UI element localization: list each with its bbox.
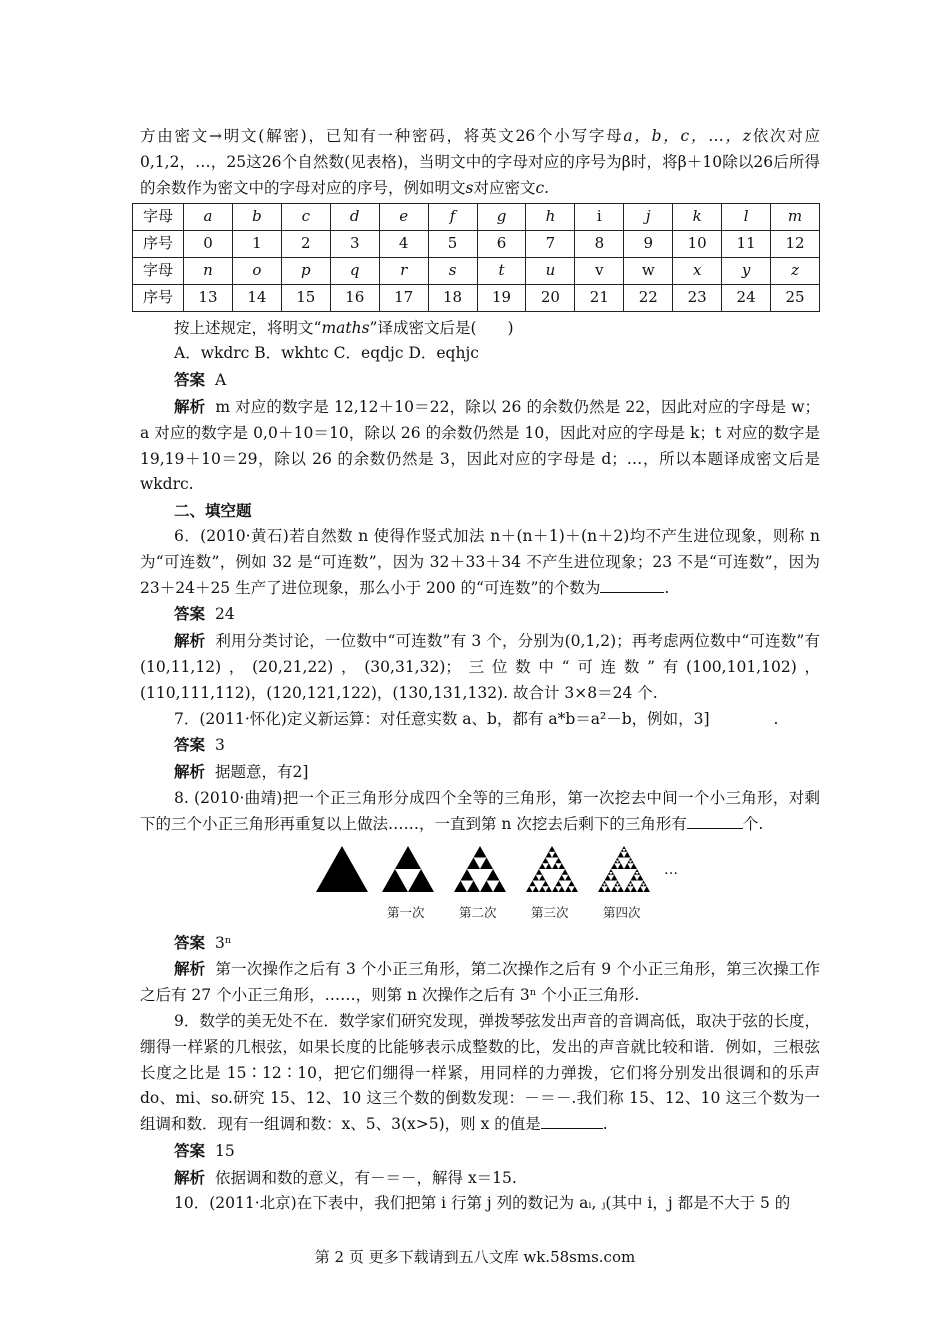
answer-label: 答案 xyxy=(174,370,206,390)
index-cell: 1 xyxy=(232,231,281,258)
index-cell: 19 xyxy=(477,284,526,311)
table-row-letters-1 xyxy=(133,204,820,231)
triangle-step-2 xyxy=(452,844,508,894)
q5-answer xyxy=(140,367,820,394)
caption-step-4: 第四次 xyxy=(603,904,641,920)
answer-label: 答案 xyxy=(174,1140,206,1160)
page-content xyxy=(140,124,820,1217)
q7-answer xyxy=(140,732,820,759)
letter-cell: i xyxy=(575,204,624,231)
letter-cell: b xyxy=(232,204,281,231)
analysis-label: 解析 xyxy=(174,959,206,979)
intro-text-3: 对应密文 xyxy=(473,178,536,197)
answer-value: 3 xyxy=(215,736,225,755)
analysis-text: 据题意，有2] xyxy=(215,763,309,782)
letter-cell: p xyxy=(281,257,330,284)
answer-blank xyxy=(687,814,743,829)
table-row-indexes-2 xyxy=(133,284,820,311)
letter-cell: v xyxy=(575,257,624,284)
letter-cell: y xyxy=(722,257,771,284)
index-cell: 15 xyxy=(281,284,330,311)
index-cell: 10 xyxy=(673,231,722,258)
triangle-step-4 xyxy=(596,844,652,894)
table-row-indexes-1 xyxy=(133,231,820,258)
index-cell: 9 xyxy=(624,231,673,258)
index-cell: 2 xyxy=(281,231,330,258)
analysis-label: 解析 xyxy=(174,1167,206,1187)
q5-options: A．wkdrc B．wkhtc C．eqdjc D．eqhjc xyxy=(174,344,479,363)
intro-text-1: 方由密文→明文(解密)，已知有一种密码，将英文26个小写字母 xyxy=(140,127,624,145)
letter-cell: j xyxy=(624,204,673,231)
letter-cell: l xyxy=(722,204,771,231)
row-label: 字母 xyxy=(133,257,184,284)
sierpinski-figure xyxy=(140,842,820,928)
answer-label: 答案 xyxy=(174,604,206,624)
analysis-label: 解析 xyxy=(174,396,206,416)
letter-cell: x xyxy=(673,257,722,284)
answer-label: 答案 xyxy=(174,735,206,755)
intro-paragraph xyxy=(140,124,820,201)
letter-cell: d xyxy=(330,204,379,231)
index-cell: 12 xyxy=(771,231,820,258)
triangle-step-0 xyxy=(314,844,370,894)
q8-analysis xyxy=(140,956,820,1009)
triangle-step-1 xyxy=(380,844,436,894)
q7-stem: 7．(2011·怀化)定义新运算：对任意实数 a、b，都有 a*b＝a²－b，例如，3] . xyxy=(174,709,779,728)
index-cell: 17 xyxy=(379,284,428,311)
answer-blank xyxy=(600,578,664,593)
q6-stem: 6．(2010·黄石)若自然数 n 使得作竖式加法 n＋(n＋1)＋(n＋2)均不产生进位现象，则称 n 为“可连数”，例如 32 是“可连数”，因为 32＋33＋34 不产生进位现象；23 不是“可连数”，因为 23＋24＋25 生产了进位现象，那么小于 200 的“可连数”的个数为 . xyxy=(140,526,820,597)
index-cell: 4 xyxy=(379,231,428,258)
q9-answer xyxy=(140,1138,820,1165)
letter-cell: g xyxy=(477,204,526,231)
triangle-step-3 xyxy=(524,844,580,894)
index-cell: 24 xyxy=(722,284,771,311)
letter-cell: h xyxy=(526,204,575,231)
analysis-label: 解析 xyxy=(174,762,206,782)
caption-step-3: 第三次 xyxy=(531,904,569,920)
index-cell: 13 xyxy=(184,284,233,311)
letter-cell: m xyxy=(771,204,820,231)
letter-cell: f xyxy=(428,204,477,231)
page-footer: 第 2 页 更多下载请到五八文库 wk.58sms.com xyxy=(314,1248,636,1266)
q8-stem: 8. (2010·曲靖)把一个正三角形分成四个全等的三角形，第一次挖去中间一个小三角形，对剩下的三个小正三角形再重复以上做法……，一直到第 n 次挖去后剩下的三角形有 个. xyxy=(140,788,820,833)
letter-cell: c xyxy=(281,204,330,231)
index-cell: 3 xyxy=(330,231,379,258)
index-cell: 11 xyxy=(722,231,771,258)
q5-analysis xyxy=(140,394,820,498)
row-label: 序号 xyxy=(133,231,184,258)
answer-value: A xyxy=(215,371,227,390)
row-label: 序号 xyxy=(133,284,184,311)
index-cell: 7 xyxy=(526,231,575,258)
index-cell: 8 xyxy=(575,231,624,258)
letter-cell: o xyxy=(232,257,281,284)
analysis-text: 第一次操作之后有 3 个小正三角形，第二次操作之后有 9 个小正三角形，第三次操工作之后有 27 个小正三角形，……，则第 n 次操作之后有 3ⁿ 个小正三角形. xyxy=(140,960,820,1005)
index-cell: 25 xyxy=(771,284,820,311)
index-cell: 23 xyxy=(673,284,722,311)
index-cell: 6 xyxy=(477,231,526,258)
index-cell: 18 xyxy=(428,284,477,311)
index-cell: 21 xyxy=(575,284,624,311)
q6-analysis xyxy=(140,628,820,706)
section-title: 二、填空题 xyxy=(174,501,252,521)
letter-cell: u xyxy=(526,257,575,284)
analysis-text: 利用分类讨论，一位数中“可连数”有 3 个，分别为(0,1,2)；再考虑两位数中“可连数”有(10,11,12)，(20,21,22)，(30,31,32)；三位数中“可连数”有(100,101,102)，(110,111,112)，(120,121,122)，(130,131,132). 故合计 3×8＝24 个. xyxy=(140,632,820,702)
intro-text-2: 依次对应0,1,2，…，25这26个自然数(见表格)，当明文中的字母对应的序号为β时，将β＋10除以26后所得的余数作为密文中的字母对应的序号，例如明文 xyxy=(140,127,820,197)
answer-value: 15 xyxy=(215,1141,235,1160)
letter-cell: k xyxy=(673,204,722,231)
analysis-text: 依据调和数的意义，有－＝－，解得 x＝15. xyxy=(215,1168,517,1187)
letter-cell: t xyxy=(477,257,526,284)
index-cell: 20 xyxy=(526,284,575,311)
q8-answer xyxy=(140,930,820,957)
intro-cipher-letter: c. xyxy=(535,178,550,197)
answer-label: 答案 xyxy=(174,932,206,952)
q9-analysis xyxy=(140,1165,820,1192)
caption-step-2: 第二次 xyxy=(459,904,497,920)
caption-step-1: 第一次 xyxy=(387,904,425,920)
index-cell: 22 xyxy=(624,284,673,311)
letter-cell: a xyxy=(184,204,233,231)
answer-value: 24 xyxy=(215,605,235,624)
letter-cell: e xyxy=(379,204,428,231)
analysis-text: m 对应的数字是 12,12＋10＝22，除以 26 的余数仍然是 22，因此对应的字母是 w；a 对应的数字是 0,0＋10＝10，除以 26 的余数仍然是 10，因此对应的字母是 k；t 对应的数字是 19,19＋10＝29，除以 26 的余数仍然是 3，因此对应的字母是 d；…，所以本题译成密文后是 wkdrc. xyxy=(140,397,820,494)
table-row-letters-2 xyxy=(133,257,820,284)
q6-answer xyxy=(140,601,820,628)
answer-blank xyxy=(541,1114,603,1129)
cipher-table xyxy=(132,203,820,311)
letter-cell: r xyxy=(379,257,428,284)
index-cell: 14 xyxy=(232,284,281,311)
letter-cell: n xyxy=(184,257,233,284)
index-cell: 0 xyxy=(184,231,233,258)
letter-cell: z xyxy=(771,257,820,284)
q5-stem: 按上述规定，将明文“maths”译成密文后是( ) xyxy=(174,318,514,337)
q9-stem: 9．数学的美无处不在．数学家们研究发现，弹拨琴弦发出声音的音调高低，取决于弦的长度，绷得一样紧的几根弦，如果长度的比能够表示成整数的比，发出的声音就比较和谐．例如，三根弦长度之比是 15∶12∶10，把它们绷得一样紧，用同样的力弹拨，它们将分别发出很调和的乐声 do、mi、so.研究 15、12、10 这三个数的倒数发现：－＝－.我们称 15、12、10 这三个数为一组调和数．现有一组调和数：x、5、3(x>5)，则 x 的值是 . xyxy=(140,1011,820,1134)
row-label: 字母 xyxy=(133,204,184,231)
index-cell: 16 xyxy=(330,284,379,311)
index-cell: 5 xyxy=(428,231,477,258)
q10-stem: 10．(2011·北京)在下表中，我们把第 i 行第 j 列的数记为 aᵢ, ⱼ(其中 i，j 都是不大于 5 的 xyxy=(174,1194,791,1213)
intro-letters: a，b，c，…，z xyxy=(623,127,751,145)
letter-cell: s xyxy=(428,257,477,284)
letter-cell: w xyxy=(624,257,673,284)
answer-value: 3ⁿ xyxy=(215,933,232,952)
letter-cell: q xyxy=(330,257,379,284)
q7-analysis xyxy=(140,759,820,786)
intro-plain-letter: s xyxy=(465,178,474,197)
analysis-label: 解析 xyxy=(174,631,206,651)
ellipsis: … xyxy=(664,861,678,878)
